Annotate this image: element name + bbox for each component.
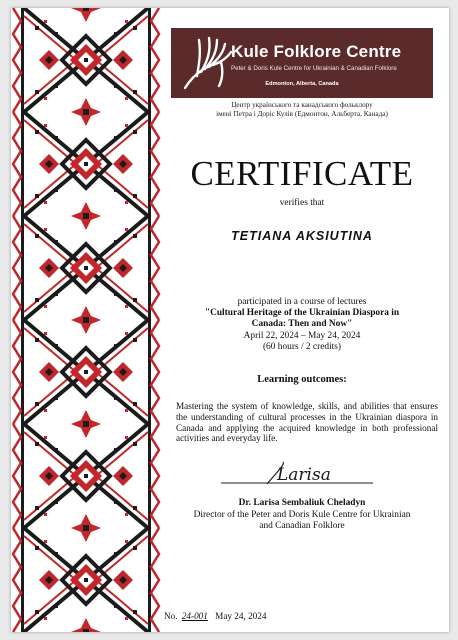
organization-location: Edmonton, Alberta, Canada	[265, 81, 339, 87]
course-hours: (60 hours / 2 credits)	[262, 342, 342, 352]
verifies-text: verifies that	[279, 198, 325, 208]
course-title-line2: Canada: Then and Now"	[251, 319, 353, 329]
signer-title-line2: and Canadian Folklore	[259, 521, 345, 531]
number-value: 24-001	[181, 611, 208, 621]
organization-subtitle: Peter & Doris Kule Centre for Ukrainian & Canadian Folklore	[231, 65, 397, 72]
ukrainian-name-line2: імені Петра і Доріс Кулів (Едмонтон, Альберта, Канада)	[216, 110, 388, 118]
signature	[221, 460, 373, 492]
certificate-page	[11, 8, 449, 632]
organization-name: Kule Folklore Centre	[231, 42, 402, 61]
recipient-name: TETIANA AKSIUTINA	[231, 229, 373, 243]
kule-logo-banner	[171, 28, 433, 98]
number-label: No.	[164, 611, 178, 621]
signer-title-line1: Director of the Peter and Doris Kule Centre for Ukrainian	[193, 510, 411, 520]
outcomes-heading: Learning outcomes:	[257, 374, 347, 385]
issue-date: May 24, 2024	[215, 611, 267, 621]
signature-text: Larisa	[277, 465, 331, 485]
embroidery-border	[11, 8, 161, 632]
signer-name: Dr. Larisa Sembaliuk Cheladyn	[238, 498, 366, 508]
certificate-number	[164, 611, 266, 621]
course-dates: April 22, 2024 – May 24, 2024	[243, 331, 361, 341]
certificate-title: CERTIFICATE	[190, 154, 414, 193]
ukrainian-name-line1: Центр українського та канадського фольклору	[231, 101, 373, 109]
participated-text: participated in a course of lectures	[237, 297, 367, 307]
outcomes-text: Mastering the system of knowledge, skills, and abilities that ensures the understanding of cultural processes in the Ukrainian diaspora in Canada and applying the acquired knowledge in both professional activities and everyday life.	[176, 401, 438, 444]
course-title-line1: "Cultural Heritage of the Ukrainian Diaspora in	[204, 308, 400, 318]
